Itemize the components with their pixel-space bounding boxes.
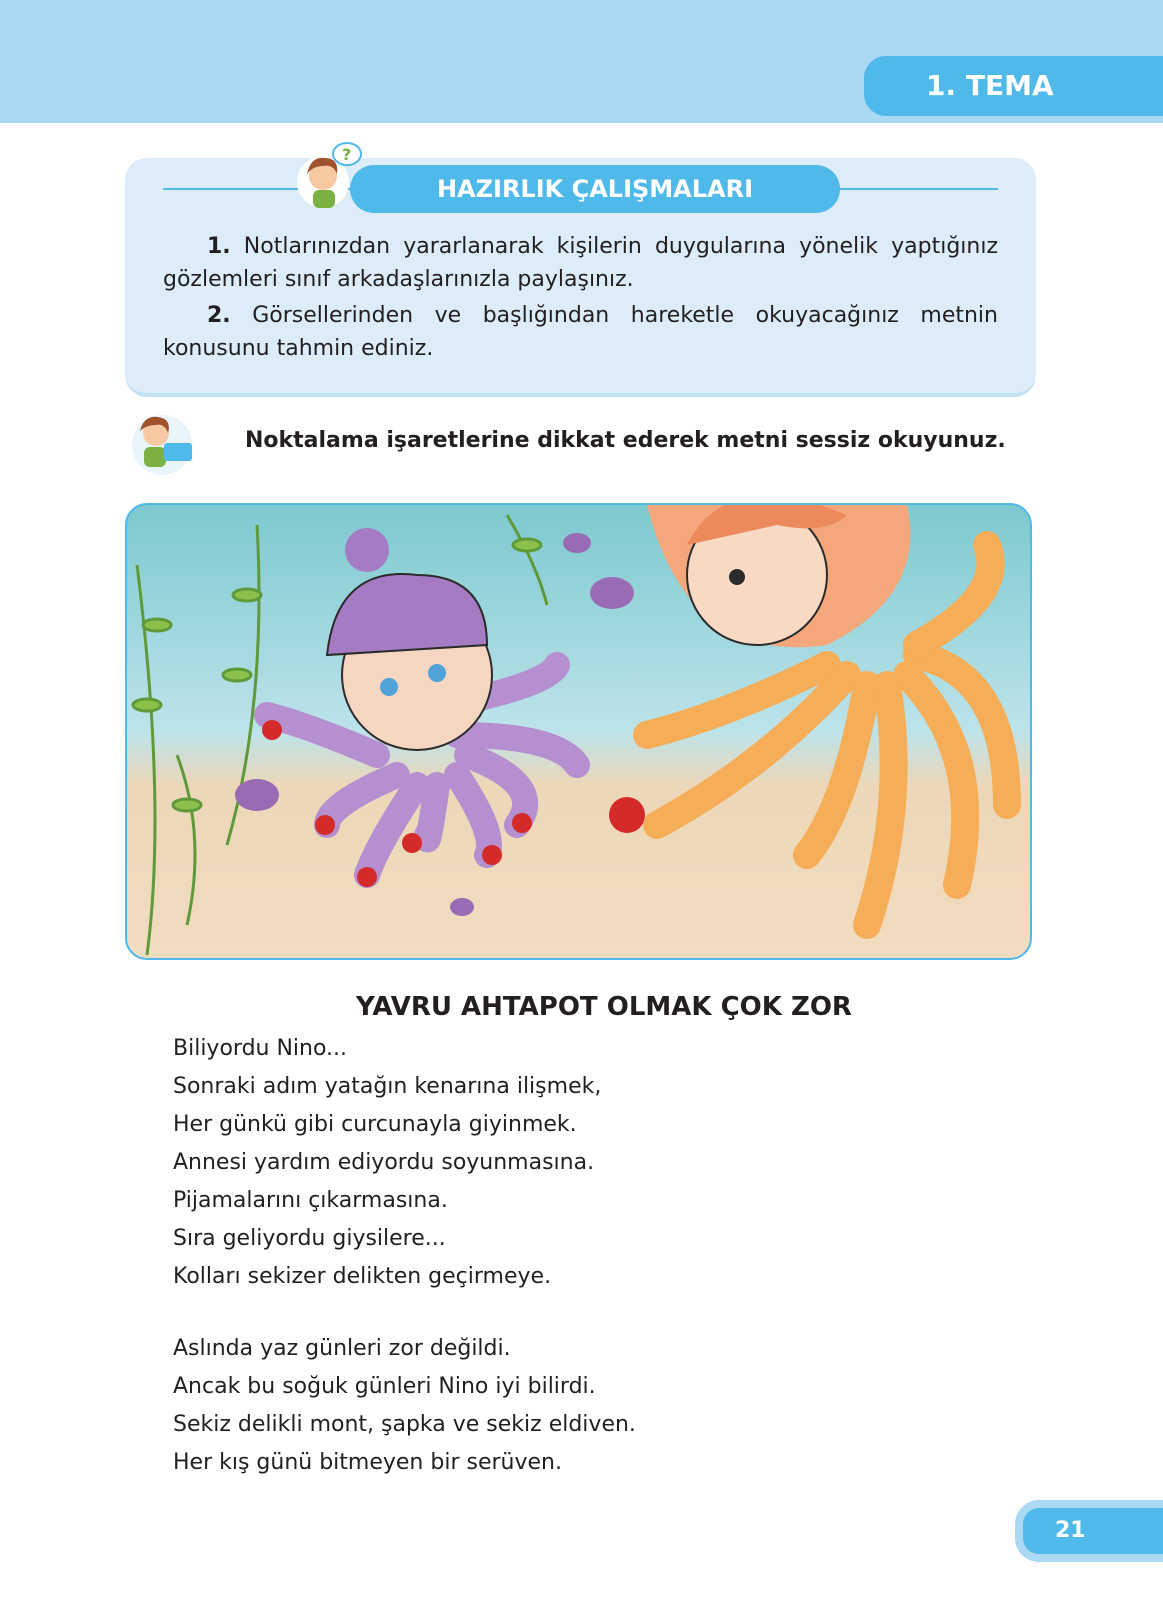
poem-line: Pijamalarını çıkarmasına.: [173, 1188, 448, 1213]
preparation-item-1: [163, 230, 998, 296]
thinking-girl-icon: [293, 140, 363, 214]
page-number: 21: [1015, 1500, 1163, 1562]
poem-stanza-2: [173, 1330, 636, 1482]
poem-line: Biliyordu Nino...: [173, 1036, 348, 1061]
poem-line: Her günkü gibi curcunayla giyinmek.: [173, 1112, 577, 1137]
item-number: 2.: [207, 303, 231, 328]
item-text: Notlarınızdan yararlanarak kişilerin duygularına yönelik yaptığınız gözlemleri sınıf arkadaşlarınızla paylaşınız.: [163, 234, 999, 292]
item-number: 1.: [207, 234, 231, 259]
reading-girl-icon: [120, 405, 200, 477]
item-text: Görsellerinden ve başlığından hareketle okuyacağınız metnin konusunu tahmin ediniz.: [163, 303, 998, 361]
svg-text:?: ?: [342, 145, 352, 164]
reading-instruction: Noktalama işaretlerine dikkat ederek metni sessiz okuyunuz.: [245, 428, 1006, 453]
poem-line: Sıra geliyordu giysilere...: [173, 1226, 446, 1251]
poem-line: Sonraki adım yatağın kenarına ilişmek,: [173, 1074, 602, 1099]
poem-line: Kolları sekizer delikten geçirmeye.: [173, 1264, 552, 1289]
poem-line: Sekiz delikli mont, şapka ve sekiz eldiven.: [173, 1412, 636, 1437]
preparation-box: [125, 145, 1036, 397]
poem-line: Ancak bu soğuk günleri Nino iyi bilirdi.: [173, 1374, 596, 1399]
theme-tab: 1. TEMA: [864, 56, 1163, 116]
poem-title: YAVRU AHTAPOT OLMAK ÇOK ZOR: [356, 992, 852, 1022]
octopus-scene-image: [127, 505, 1032, 960]
poem-line: Her kış günü bitmeyen bir serüven.: [173, 1450, 562, 1475]
preparation-item-2: [163, 299, 998, 365]
octopus-illustration: [125, 503, 1032, 960]
preparation-title: HAZIRLIK ÇALIŞMALARI: [350, 165, 840, 213]
poem-line: Annesi yardım ediyordu soyunmasına.: [173, 1150, 595, 1175]
poem-stanza-1: [173, 1030, 601, 1296]
poem-line: Aslında yaz günleri zor değildi.: [173, 1336, 511, 1361]
